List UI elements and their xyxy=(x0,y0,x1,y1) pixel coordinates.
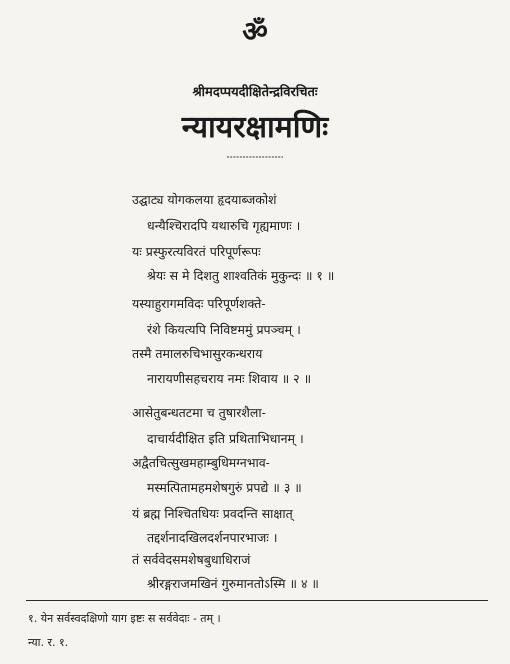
verse-1-line-4: श्रेयः स मे दिशतु शाश्वतिकं मुकुन्दः ॥ १ ॥ xyxy=(147,268,335,283)
verse-4-line-4: श्रीरङ्गराजमखिनं गुरुमानतोऽस्मि ॥ ४ ॥ xyxy=(147,576,319,591)
verse-2-line-1: यस्याहुरागमविदः परिपूर्णशक्ते- xyxy=(132,296,266,311)
verse-1-line-3: यः प्रस्फुरत्यविरतं परिपूर्णरूपः xyxy=(132,244,261,259)
verse-3-line-3: अद्वैतचित्सुखमहाम्बुधिमग्नभाव- xyxy=(132,455,270,470)
footnote-text: १. येन सर्वस्वदक्षिणो याग इष्टः स सर्ववेदाः - तम् । xyxy=(28,612,221,625)
verse-4-line-3: तं सर्ववेदसमशेषबुधाधिराजं xyxy=(132,552,251,567)
verse-1-line-1: उद्घाट्य योगकलया हृदयाब्जकोशं xyxy=(132,192,277,207)
verse-2-line-4: नारायणीसहचराय नमः शिवाय ॥ २ ॥ xyxy=(147,371,312,386)
om-symbol: ॐ xyxy=(242,15,268,48)
footnote-divider xyxy=(26,600,488,601)
verse-4-line-1: यं ब्रह्म निश्चितधियः प्रवदन्ति साक्षात् xyxy=(132,506,293,521)
verse-2-line-2: रंशे कियत्यपि निविष्टममुं प्रपञ्चम् । xyxy=(147,322,301,337)
author-line: श्रीमदप्पयदीक्षितेन्द्रविरचितः xyxy=(192,85,318,100)
verse-1-line-2: धन्यैश्चिरादपि यथारुचि गृह्यमाणः । xyxy=(147,218,301,233)
verse-4-line-2: तद्दर्शनादखिलदर्शनपारभाजः । xyxy=(147,530,278,545)
signature-mark: न्या. र. १. xyxy=(28,636,69,649)
verse-3-line-2: दाचार्यदीक्षित इति प्रथिताभिधानम् । xyxy=(147,431,304,446)
page-title: न्यायरक्षामणिः xyxy=(181,110,329,145)
verse-3-line-1: आसेतुबन्धतटमा च तुषारशैला- xyxy=(132,405,266,420)
verse-3-line-4: मस्मत्पितामहमशेषगुरुं प्रपद्ये ॥ ३ ॥ xyxy=(147,480,302,495)
verse-2-line-3: तस्मै तमालरुचिभासुरकन्धराय xyxy=(132,346,263,361)
title-ornament xyxy=(225,154,285,160)
